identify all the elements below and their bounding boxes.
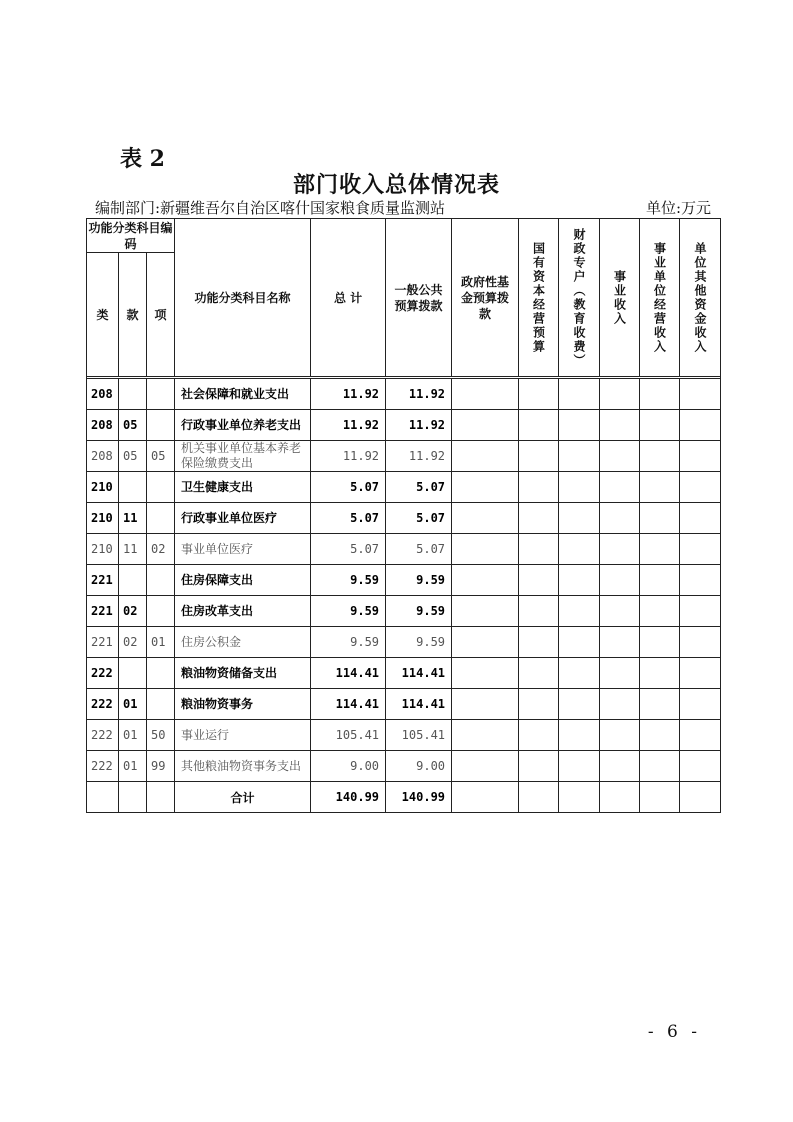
header-fiscal-special: 财政专户（教育收费） — [572, 227, 587, 368]
totals-total: 140.99 — [311, 782, 386, 813]
empty-cell — [559, 410, 600, 441]
table-row — [87, 658, 721, 689]
empty-cell — [452, 751, 519, 782]
cell-item-name: 行政事业单位养老支出 — [175, 410, 311, 441]
cell-general-budget: 105.41 — [386, 720, 452, 751]
header-lei: 类 — [87, 253, 119, 377]
table-row — [87, 379, 721, 410]
header-business-income: 事业收入 — [612, 269, 627, 326]
table-row — [87, 472, 721, 503]
empty-cell — [600, 441, 640, 472]
cell-general-budget: 5.07 — [386, 503, 452, 534]
empty-cell — [640, 596, 680, 627]
empty-cell — [600, 503, 640, 534]
cell-lei: 208 — [87, 441, 119, 472]
cell-xiang — [147, 379, 175, 410]
cell-xiang: 50 — [147, 720, 175, 751]
cell-general-budget: 5.07 — [386, 472, 452, 503]
cell-total: 9.00 — [311, 751, 386, 782]
cell-item-name: 机关事业单位基本养老保险缴费支出 — [175, 441, 311, 472]
cell-lei: 222 — [87, 720, 119, 751]
empty-cell — [600, 379, 640, 410]
empty-cell — [640, 534, 680, 565]
empty-cell — [680, 534, 721, 565]
cell-lei: 221 — [87, 627, 119, 658]
empty-cell — [680, 472, 721, 503]
empty-cell — [680, 503, 721, 534]
cell-kuan: 02 — [119, 596, 147, 627]
empty-cell — [600, 410, 640, 441]
cell-item-name: 社会保障和就业支出 — [175, 379, 311, 410]
empty-cell — [452, 689, 519, 720]
empty-cell — [452, 379, 519, 410]
cell-item-name: 住房保障支出 — [175, 565, 311, 596]
cell-total: 9.59 — [311, 565, 386, 596]
empty-cell — [640, 503, 680, 534]
empty-cell — [640, 627, 680, 658]
empty-cell — [680, 751, 721, 782]
empty-cell — [519, 534, 559, 565]
empty-cell — [559, 720, 600, 751]
cell-xiang — [147, 472, 175, 503]
cell-item-name: 卫生健康支出 — [175, 472, 311, 503]
cell-item-name: 事业单位医疗 — [175, 534, 311, 565]
empty-cell — [680, 441, 721, 472]
empty-cell — [600, 565, 640, 596]
cell-lei: 210 — [87, 472, 119, 503]
table-row — [87, 720, 721, 751]
empty-cell — [452, 410, 519, 441]
empty-cell — [559, 689, 600, 720]
cell-item-name: 其他粮油物资事务支出 — [175, 751, 311, 782]
empty-cell — [680, 627, 721, 658]
empty-cell — [559, 472, 600, 503]
cell-item-name: 粮油物资事务 — [175, 689, 311, 720]
cell-total: 114.41 — [311, 689, 386, 720]
header-operating-income: 事业单位经营收入 — [652, 241, 667, 354]
empty-cell — [519, 472, 559, 503]
cell-general-budget: 9.59 — [386, 627, 452, 658]
cell-kuan: 05 — [119, 410, 147, 441]
compiling-department: 编制部门:新疆维吾尔自治区喀什国家粮食质量监测站 — [95, 199, 446, 217]
table-row — [87, 627, 721, 658]
empty-cell — [640, 472, 680, 503]
empty-cell — [519, 596, 559, 627]
empty-cell — [600, 720, 640, 751]
empty-cell — [640, 379, 680, 410]
document-title: 部门收入总体情况表 — [292, 172, 500, 198]
empty-cell — [452, 441, 519, 472]
cell-total: 105.41 — [311, 720, 386, 751]
empty-cell — [519, 720, 559, 751]
cell-general-budget: 11.92 — [386, 441, 452, 472]
income-summary-table — [86, 218, 721, 813]
cell-total: 5.07 — [311, 534, 386, 565]
cell-xiang — [147, 658, 175, 689]
empty-cell — [559, 565, 600, 596]
header-xiang: 项 — [147, 253, 175, 377]
empty-cell — [519, 410, 559, 441]
empty-cell — [452, 503, 519, 534]
cell-xiang — [147, 503, 175, 534]
empty-cell — [519, 658, 559, 689]
empty-cell — [680, 410, 721, 441]
cell-total: 5.07 — [311, 503, 386, 534]
cell-general-budget: 11.92 — [386, 379, 452, 410]
empty-cell — [452, 472, 519, 503]
cell-item-name: 行政事业单位医疗 — [175, 503, 311, 534]
cell-general-budget: 5.07 — [386, 534, 452, 565]
table-row — [87, 441, 721, 472]
cell-item-name: 事业运行 — [175, 720, 311, 751]
totals-label: 合计 — [175, 782, 311, 813]
table-row — [87, 596, 721, 627]
cell-kuan: 01 — [119, 689, 147, 720]
empty-cell — [680, 720, 721, 751]
cell-total: 11.92 — [311, 410, 386, 441]
empty-cell — [519, 689, 559, 720]
totals-general: 140.99 — [386, 782, 452, 813]
table-row — [87, 751, 721, 782]
cell-kuan: 02 — [119, 627, 147, 658]
cell-general-budget: 9.59 — [386, 596, 452, 627]
empty-cell — [519, 751, 559, 782]
empty-cell — [559, 751, 600, 782]
empty-cell — [559, 534, 600, 565]
empty-cell — [452, 596, 519, 627]
cell-general-budget: 114.41 — [386, 689, 452, 720]
page-number: - 6 - — [647, 1022, 701, 1042]
cell-xiang: 01 — [147, 627, 175, 658]
empty-cell — [600, 534, 640, 565]
cell-kuan: 01 — [119, 720, 147, 751]
cell-kuan: 11 — [119, 503, 147, 534]
cell-total: 11.92 — [311, 379, 386, 410]
cell-xiang — [147, 410, 175, 441]
table-number-label: 表 2 — [120, 146, 165, 172]
table-row — [87, 565, 721, 596]
empty-cell — [559, 379, 600, 410]
cell-lei: 208 — [87, 410, 119, 441]
table-row — [87, 503, 721, 534]
header-gov-fund: 政府性基金预算拨款 — [452, 219, 519, 377]
empty-cell — [680, 658, 721, 689]
table-row — [87, 689, 721, 720]
header-total: 总 计 — [311, 219, 386, 377]
cell-total: 9.59 — [311, 596, 386, 627]
empty-cell — [680, 596, 721, 627]
cell-general-budget: 9.59 — [386, 565, 452, 596]
empty-cell — [452, 627, 519, 658]
cell-kuan — [119, 472, 147, 503]
empty-cell — [452, 565, 519, 596]
cell-lei: 210 — [87, 534, 119, 565]
cell-xiang: 05 — [147, 441, 175, 472]
empty-cell — [640, 689, 680, 720]
cell-item-name: 住房改革支出 — [175, 596, 311, 627]
empty-cell — [519, 627, 559, 658]
cell-lei: 222 — [87, 751, 119, 782]
empty-cell — [519, 441, 559, 472]
empty-cell — [559, 627, 600, 658]
empty-cell — [680, 379, 721, 410]
cell-total: 9.59 — [311, 627, 386, 658]
cell-kuan — [119, 658, 147, 689]
empty-cell — [640, 565, 680, 596]
empty-cell — [600, 689, 640, 720]
cell-xiang: 02 — [147, 534, 175, 565]
empty-cell — [559, 441, 600, 472]
empty-cell — [452, 720, 519, 751]
cell-kuan — [119, 379, 147, 410]
empty-cell — [680, 565, 721, 596]
empty-cell — [519, 565, 559, 596]
cell-lei: 221 — [87, 596, 119, 627]
header-state-capital: 国有资本经营预算 — [531, 241, 546, 354]
cell-kuan — [119, 565, 147, 596]
cell-kuan: 05 — [119, 441, 147, 472]
empty-cell — [640, 720, 680, 751]
header-other-income: 单位其他资金收入 — [693, 241, 708, 354]
cell-general-budget: 9.00 — [386, 751, 452, 782]
cell-xiang — [147, 596, 175, 627]
empty-cell — [452, 658, 519, 689]
empty-cell — [600, 627, 640, 658]
empty-cell — [640, 658, 680, 689]
empty-cell — [559, 658, 600, 689]
empty-cell — [640, 751, 680, 782]
cell-kuan: 11 — [119, 534, 147, 565]
empty-cell — [640, 410, 680, 441]
empty-cell — [640, 441, 680, 472]
cell-total: 114.41 — [311, 658, 386, 689]
cell-general-budget: 11.92 — [386, 410, 452, 441]
header-code-group: 功能分类科目编码 — [87, 219, 175, 253]
cell-lei: 222 — [87, 689, 119, 720]
empty-cell — [519, 503, 559, 534]
empty-cell — [600, 596, 640, 627]
table-row — [87, 410, 721, 441]
cell-total: 5.07 — [311, 472, 386, 503]
empty-cell — [600, 658, 640, 689]
empty-cell — [600, 751, 640, 782]
empty-cell — [452, 534, 519, 565]
header-item-name: 功能分类科目名称 — [175, 219, 311, 377]
totals-row — [87, 782, 721, 813]
unit-label: 单位:万元 — [645, 199, 711, 217]
cell-lei: 222 — [87, 658, 119, 689]
cell-item-name: 住房公积金 — [175, 627, 311, 658]
cell-lei: 221 — [87, 565, 119, 596]
cell-xiang: 99 — [147, 751, 175, 782]
cell-kuan: 01 — [119, 751, 147, 782]
cell-lei: 210 — [87, 503, 119, 534]
header-general-budget: 一般公共预算拨款 — [386, 219, 452, 377]
cell-xiang — [147, 689, 175, 720]
cell-xiang — [147, 565, 175, 596]
empty-cell — [680, 689, 721, 720]
cell-total: 11.92 — [311, 441, 386, 472]
table-row — [87, 534, 721, 565]
cell-item-name: 粮油物资储备支出 — [175, 658, 311, 689]
empty-cell — [519, 379, 559, 410]
cell-general-budget: 114.41 — [386, 658, 452, 689]
cell-lei: 208 — [87, 379, 119, 410]
empty-cell — [559, 503, 600, 534]
empty-cell — [600, 472, 640, 503]
header-kuan: 款 — [119, 253, 147, 377]
empty-cell — [559, 596, 600, 627]
